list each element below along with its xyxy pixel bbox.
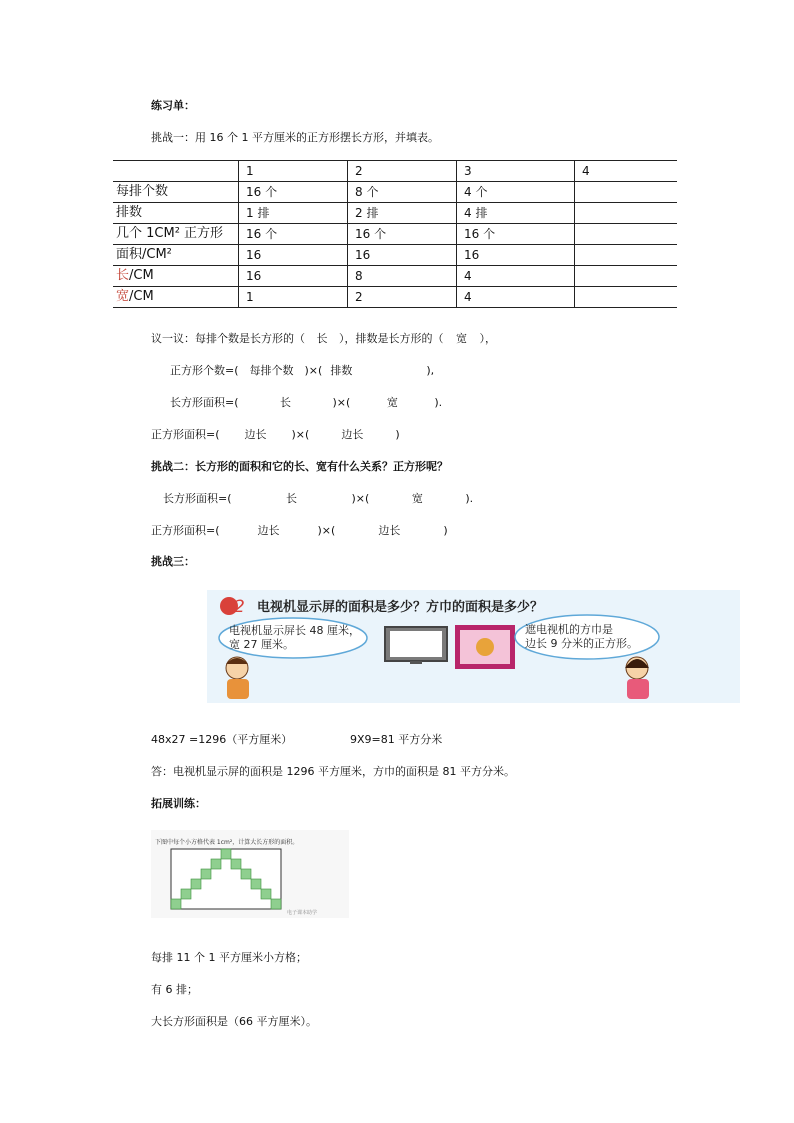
discussion-line [151,330,496,346]
text-part: 正方形个数=( [170,364,239,377]
formula-square-area [151,426,400,442]
grid-diagram-svg [151,830,349,918]
grid-caption: 下图中每个小方格代表 1cm²，计算大长方形的面积。 [155,839,299,846]
table-cell [113,287,239,308]
answer-blank: 排数 [330,364,353,377]
challenge-one-text: 挑战一：用 16 个 1 平方厘米的正方形摆长方形，并填表。 [151,131,439,144]
table-cell: 2 [348,287,457,308]
table-cell [575,203,678,224]
table-cell: 4 [457,287,575,308]
table-cell: 每排个数 [113,182,239,203]
extension-line-2: 有 6 排； [151,983,198,996]
text-part: ) [395,428,400,441]
text-part: 长方形面积=( [163,492,232,505]
answer-text: 答：电视机显示屏的面积是 1296 平方厘米，方巾的面积是 81 平方分米。 [151,765,515,778]
extension-grid-image [151,830,349,918]
table-cell [113,161,239,182]
answer-blank: 边长 [341,428,364,441]
table-row [113,245,677,266]
left-bubble-line2: 宽 27 厘米。 [229,638,294,651]
table-cell: 8 [348,266,457,287]
answer-blank: 宽 [386,396,398,409]
table-cell: 16 [239,245,348,266]
table-cell: 4 [457,266,575,287]
text-part: 正方形面积=( [151,428,220,441]
fill-in-table [113,160,677,308]
problem-title: 电视机显示屏的面积是多少？方巾的面积是多少？ [257,600,544,615]
problem-number: 2 [234,597,245,617]
table-row [113,182,677,203]
answer-blank: 宽 [456,332,467,345]
formula-rect-area [170,394,442,410]
formula-rect-area-2 [163,490,473,506]
table-cell: 16 个 [348,224,457,245]
worksheet-heading: 练习单： [151,99,195,112]
answer-blank: 长 [286,492,298,505]
table-cell [575,245,678,266]
formula-square-area-2 [151,522,448,538]
text-part: 正方形面积=( [151,524,220,537]
text-part: 长方形面积=( [170,396,239,409]
challenge-two-text: 挑战二：长方形的面积和它的长、宽有什么关系？正方形呢？ [151,460,448,473]
table-row [113,266,677,287]
table-cell [575,224,678,245]
problem-illustration-svg [207,590,740,703]
answer-blank: 长 [316,332,328,345]
right-bubble-line2: 边长 9 分米的正方形。 [525,637,638,650]
problem-illustration [207,590,740,703]
calculation-tv: 48x27 =1296（平方厘米） [151,733,293,746]
text-part: ), [426,364,435,377]
table-cell: 面积/CM² [113,245,239,266]
answer-blank: 边长 [244,428,267,441]
formula-square-count [170,362,434,378]
answer-blank: 边长 [257,524,280,537]
table-cell: 1 [239,161,348,182]
text-part: )×( [317,524,336,537]
table-cell: 16 [457,245,575,266]
cell-unit: /CM [129,289,154,304]
extension-line-1: 每排 11 个 1 平方厘米小方格； [151,951,307,964]
text-part: ），排数是长方形的（ [339,332,444,345]
table-row [113,203,677,224]
table-cell: 几个 1CM² 正方形 [113,224,239,245]
text-part: 议一议：每排个数是长方形的（ [151,332,305,345]
extension-heading: 拓展训练： [151,797,206,810]
text-part: )×( [304,364,323,377]
cell-char: 宽 [116,289,130,304]
table-header-row [113,161,677,182]
extension-line-3: 大长方形面积是（66 平方厘米）。 [151,1015,317,1028]
text-part: )×( [351,492,370,505]
table-cell: 2 [348,161,457,182]
table-cell [113,266,239,287]
table-cell: 1 排 [239,203,348,224]
table-cell: 4 排 [457,203,575,224]
text-part: ). [434,396,443,409]
left-bubble-line1: 电视机显示屏长 48 厘米， [229,624,360,637]
table-cell: 16 [239,266,348,287]
text-part: ）， [479,332,496,345]
calculation-scarf: 9X9=81 平方分米 [350,733,443,746]
text-part: )×( [291,428,310,441]
right-bubble-line1: 遮电视机的方巾是 [525,623,613,636]
table-cell [575,266,678,287]
table-row [113,287,677,308]
table-cell: 8 个 [348,182,457,203]
answer-blank: 每排个数 [249,364,294,377]
cell-unit: /CM [129,268,154,283]
table-cell: 2 排 [348,203,457,224]
text-part: ) [443,524,448,537]
text-part: )×( [332,396,351,409]
table-cell: 3 [457,161,575,182]
challenge-three-text: 挑战三： [151,555,195,568]
table-cell: 16 个 [457,224,575,245]
text-part: ). [465,492,474,505]
cell-char: 长 [116,268,130,283]
table-cell: 4 [575,161,678,182]
table-cell [575,287,678,308]
table-cell [575,182,678,203]
table-cell: 16 个 [239,224,348,245]
watermark-text: 电子课本助学 [287,910,318,916]
table-cell: 16 [348,245,457,266]
answer-blank: 边长 [378,524,401,537]
table-cell: 16 个 [239,182,348,203]
table-cell: 排数 [113,203,239,224]
table-row [113,224,677,245]
answer-blank: 宽 [411,492,423,505]
answer-blank: 长 [280,396,292,409]
table-cell: 1 [239,287,348,308]
table-cell: 4 个 [457,182,575,203]
